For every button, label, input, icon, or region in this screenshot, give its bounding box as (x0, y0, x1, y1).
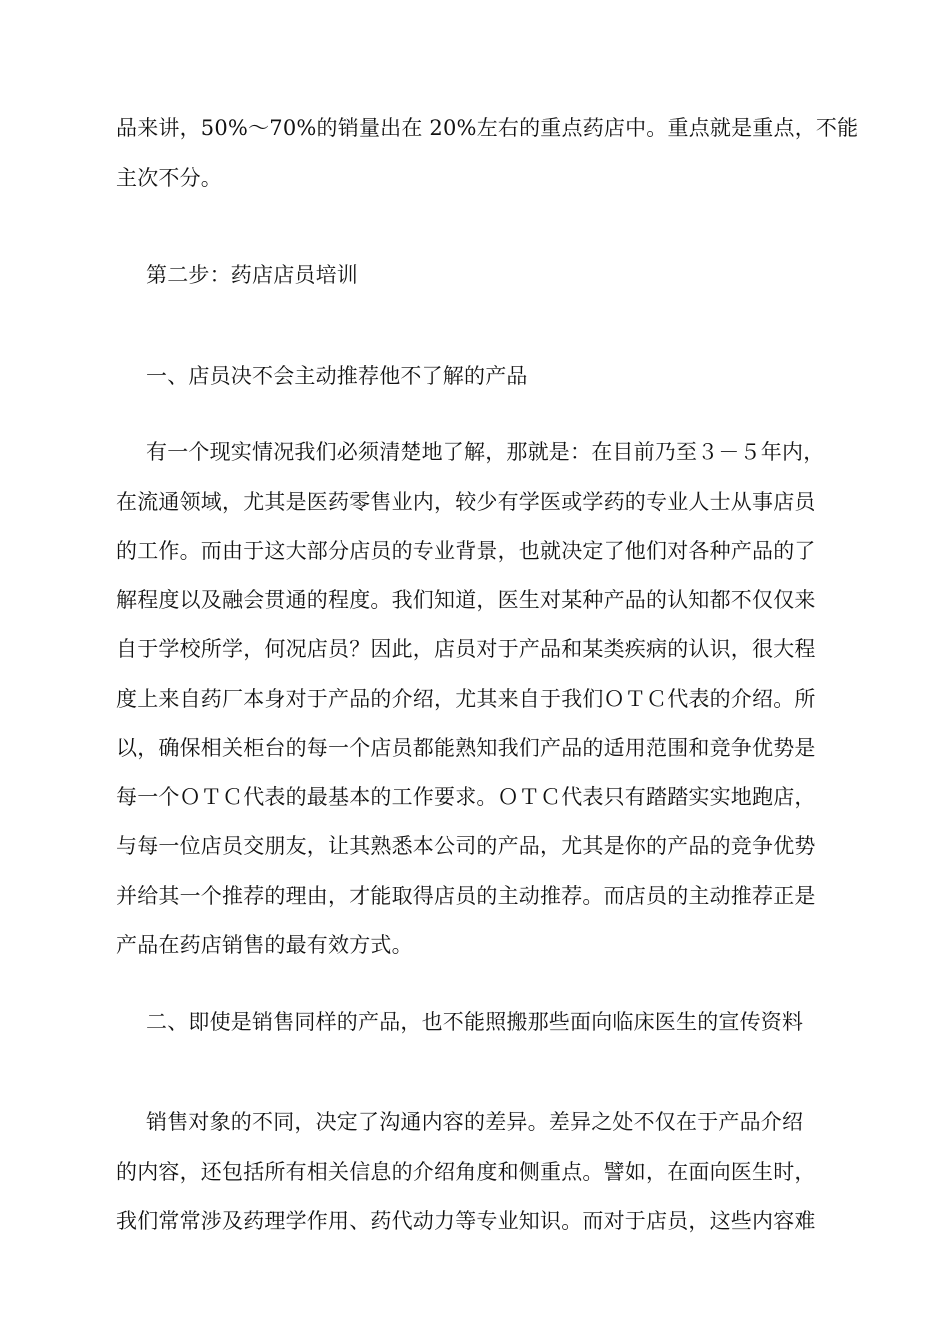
paragraph-line: 有一个现实情况我们必须清楚地了解，那就是：在目前乃至３－５年内， (146, 440, 825, 464)
paragraph-line: 解程度以及融会贯通的程度。我们知道，医生对某种产品的认知都不仅仅来 (116, 588, 816, 612)
paragraph-line: 产品在药店销售的最有效方式。 (116, 933, 413, 957)
paragraph-line: 并给其一个推荐的理由，才能取得店员的主动推荐。而店员的主动推荐正是 (116, 884, 816, 908)
paragraph-line: 的内容，还包括所有相关信息的介绍角度和侧重点。譬如，在面向医生时， (116, 1160, 816, 1184)
paragraph-line: 在流通领域，尤其是医药零售业内，较少有学医或学药的专业人士从事店员 (116, 490, 816, 514)
section-heading-1: 一、店员决不会主动推荐他不了解的产品 (146, 364, 528, 388)
paragraph-line: 每一个ＯＴＣ代表的最基本的工作要求。ＯＴＣ代表只有踏踏实实地跑店， (116, 785, 816, 809)
paragraph-line: 的工作。而由于这大部分店员的专业背景，也就决定了他们对各种产品的了 (116, 539, 816, 563)
paragraph-line: 销售对象的不同，决定了沟通内容的差异。差异之处不仅在于产品介绍 (146, 1110, 804, 1134)
step-heading: 第二步：药店店员培训 (146, 263, 358, 287)
paragraph-line: 以，确保相关柜台的每一个店员都能熟知我们产品的适用范围和竞争优势是 (116, 736, 816, 760)
section-heading-2: 二、即使是销售同样的产品，也不能照搬那些面向临床医生的宣传资料 (146, 1010, 804, 1034)
paragraph-line: 度上来自药厂本身对于产品的介绍，尤其来自于我们ＯＴＣ代表的介绍。所 (116, 687, 816, 711)
paragraph-line: 主次不分。 (116, 166, 222, 190)
paragraph-line: 与每一位店员交朋友，让其熟悉本公司的产品，尤其是你的产品的竞争优势 (116, 834, 816, 858)
paragraph-line: 品来讲，50%～70%的销量出在 20%左右的重点药店中。重点就是重点，不能 (116, 116, 859, 140)
paragraph-line: 自于学校所学，何况店员？因此，店员对于产品和某类疾病的认识，很大程 (116, 637, 816, 661)
paragraph-line: 我们常常涉及药理学作用、药代动力等专业知识。而对于店员，这些内容难 (116, 1209, 816, 1233)
